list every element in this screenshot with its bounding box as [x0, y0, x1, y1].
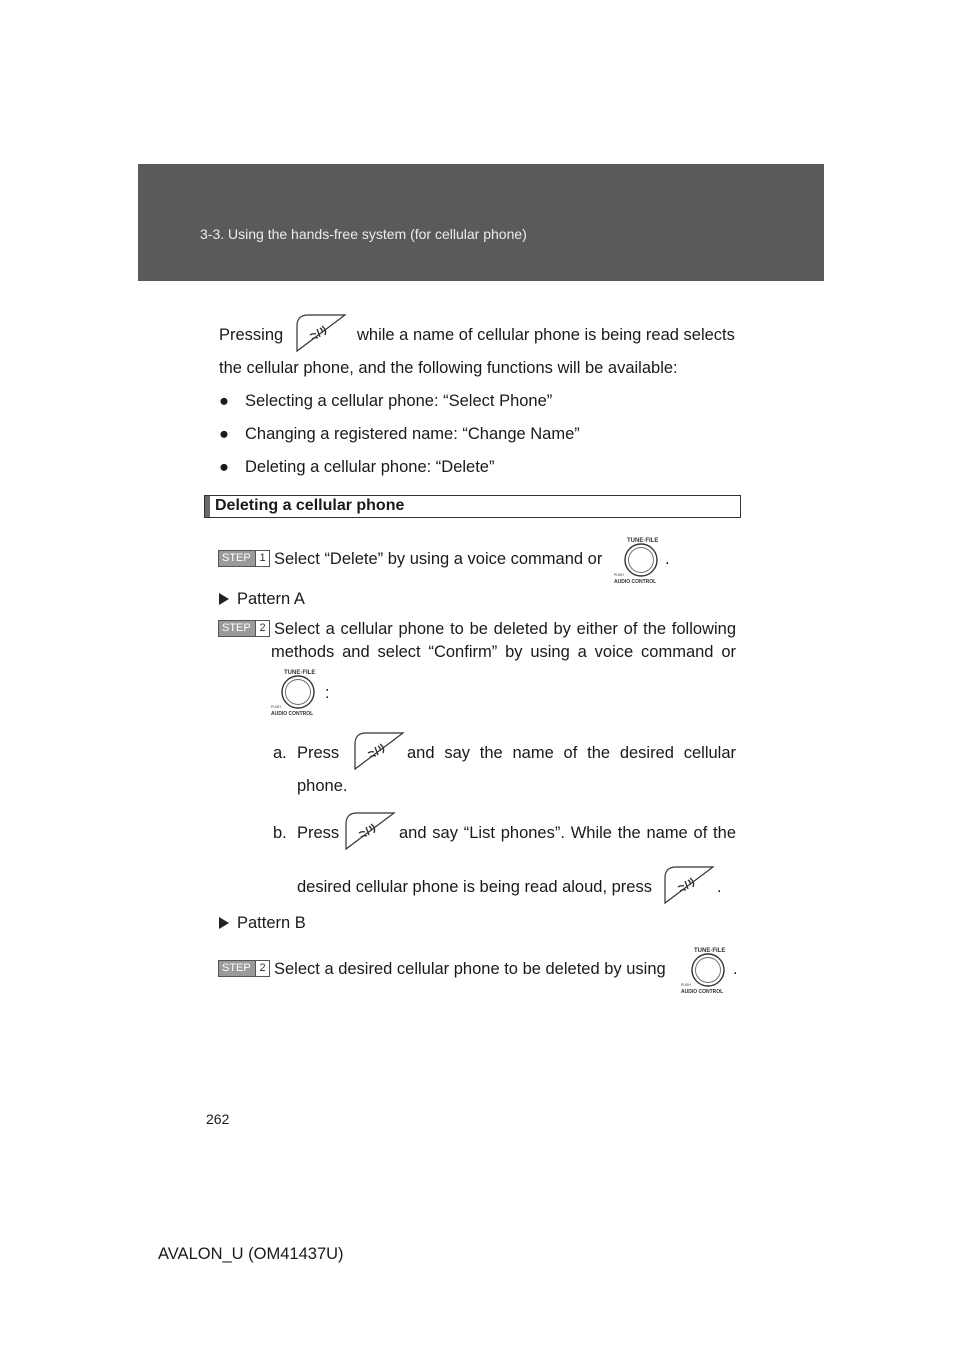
talk-switch-icon	[295, 313, 347, 353]
bullet-glyph: ●	[219, 425, 229, 443]
item-b-press: Press	[297, 824, 340, 842]
pattern-arrow-icon	[219, 593, 229, 605]
step-badge	[218, 960, 270, 977]
step-number: 2	[255, 621, 269, 636]
item-b-text: and say “List phones”. While the name of the	[399, 824, 736, 842]
pattern-a-label: Pattern A	[237, 590, 305, 608]
dial-top-label: TUNE·FILE	[627, 538, 659, 544]
dial-bottom-label: AUDIO CONTROL	[271, 711, 314, 717]
bullet-text: Deleting a cellular phone: “Delete”	[245, 458, 495, 476]
pattern-a-heading	[219, 589, 305, 609]
step-label: STEP	[222, 552, 251, 564]
item-a-press: Press	[297, 744, 340, 762]
bullet-glyph: ●	[219, 458, 229, 476]
dial-bottom-label: AUDIO CONTROL	[681, 989, 724, 995]
dial-left-label: PUSH	[271, 705, 281, 709]
bullet-item	[219, 391, 552, 411]
item-a-continuation: phone.	[297, 777, 348, 795]
step-label: STEP	[222, 962, 251, 974]
talk-switch-icon	[663, 865, 715, 905]
pattern-b-text: Select a desired cellular phone to be deleted by using	[274, 960, 666, 978]
pattern-arrow-icon	[219, 917, 229, 929]
pattern-b-heading	[219, 913, 306, 933]
step1-text: Select “Delete” by using a voice command or	[274, 550, 603, 568]
pattern-a-line-2: methods and select “Confirm” by using a voice command or	[271, 643, 736, 661]
item-a-text: and say the name of the desired cellular	[407, 744, 736, 762]
page-number: 262	[206, 1111, 230, 1127]
step-label: STEP	[222, 622, 251, 634]
bullet-item	[219, 457, 494, 477]
pattern-a-colon: :	[325, 684, 330, 702]
section-header-title: 3-3. Using the hands-free system (for cellular phone)	[200, 226, 527, 242]
item-b-prefix: b.	[273, 824, 287, 842]
item-a-prefix: a.	[273, 744, 287, 762]
dial-top-label: TUNE·FILE	[284, 670, 316, 676]
intro-line-1-end: while a name of cellular phone is being read selects	[357, 326, 735, 344]
pattern-a-line-1: Select a cellular phone to be deleted by either of the following	[274, 620, 736, 638]
bullet-text: Selecting a cellular phone: “Select Phone”	[245, 392, 553, 410]
talk-switch-icon	[353, 731, 405, 771]
dial-bottom-label: AUDIO CONTROL	[614, 579, 657, 585]
pattern-b-end: .	[733, 960, 738, 978]
tune-file-dial-icon	[680, 944, 732, 996]
intro-line-2: the cellular phone, and the following functions will be available:	[219, 359, 678, 377]
bullet-glyph: ●	[219, 392, 229, 410]
section-heading	[204, 495, 741, 518]
tune-file-dial-icon	[613, 534, 665, 586]
step-number: 1	[255, 551, 269, 566]
document-code: AVALON_U (OM41437U)	[158, 1245, 344, 1263]
section-heading-bar	[205, 496, 210, 517]
dial-left-label: PUSH	[681, 983, 691, 987]
intro-line-1-start: Pressing	[219, 326, 284, 344]
bullet-item	[219, 424, 580, 444]
tune-file-dial-icon	[270, 666, 322, 718]
pattern-b-label: Pattern B	[237, 914, 306, 932]
step-number: 2	[255, 961, 269, 976]
bullet-text: Changing a registered name: “Change Name”	[245, 425, 580, 443]
item-b-end: .	[717, 878, 722, 896]
step1-end: .	[665, 550, 670, 568]
header-band	[138, 164, 824, 281]
section-heading-title: Deleting a cellular phone	[215, 497, 405, 514]
dial-left-label: PUSH	[614, 573, 624, 577]
step-badge	[218, 620, 270, 637]
step-badge	[218, 550, 270, 567]
dial-top-label: TUNE·FILE	[694, 948, 726, 954]
talk-switch-icon	[344, 811, 396, 851]
item-b-continuation: desired cellular phone is being read aloud, press	[297, 878, 652, 896]
